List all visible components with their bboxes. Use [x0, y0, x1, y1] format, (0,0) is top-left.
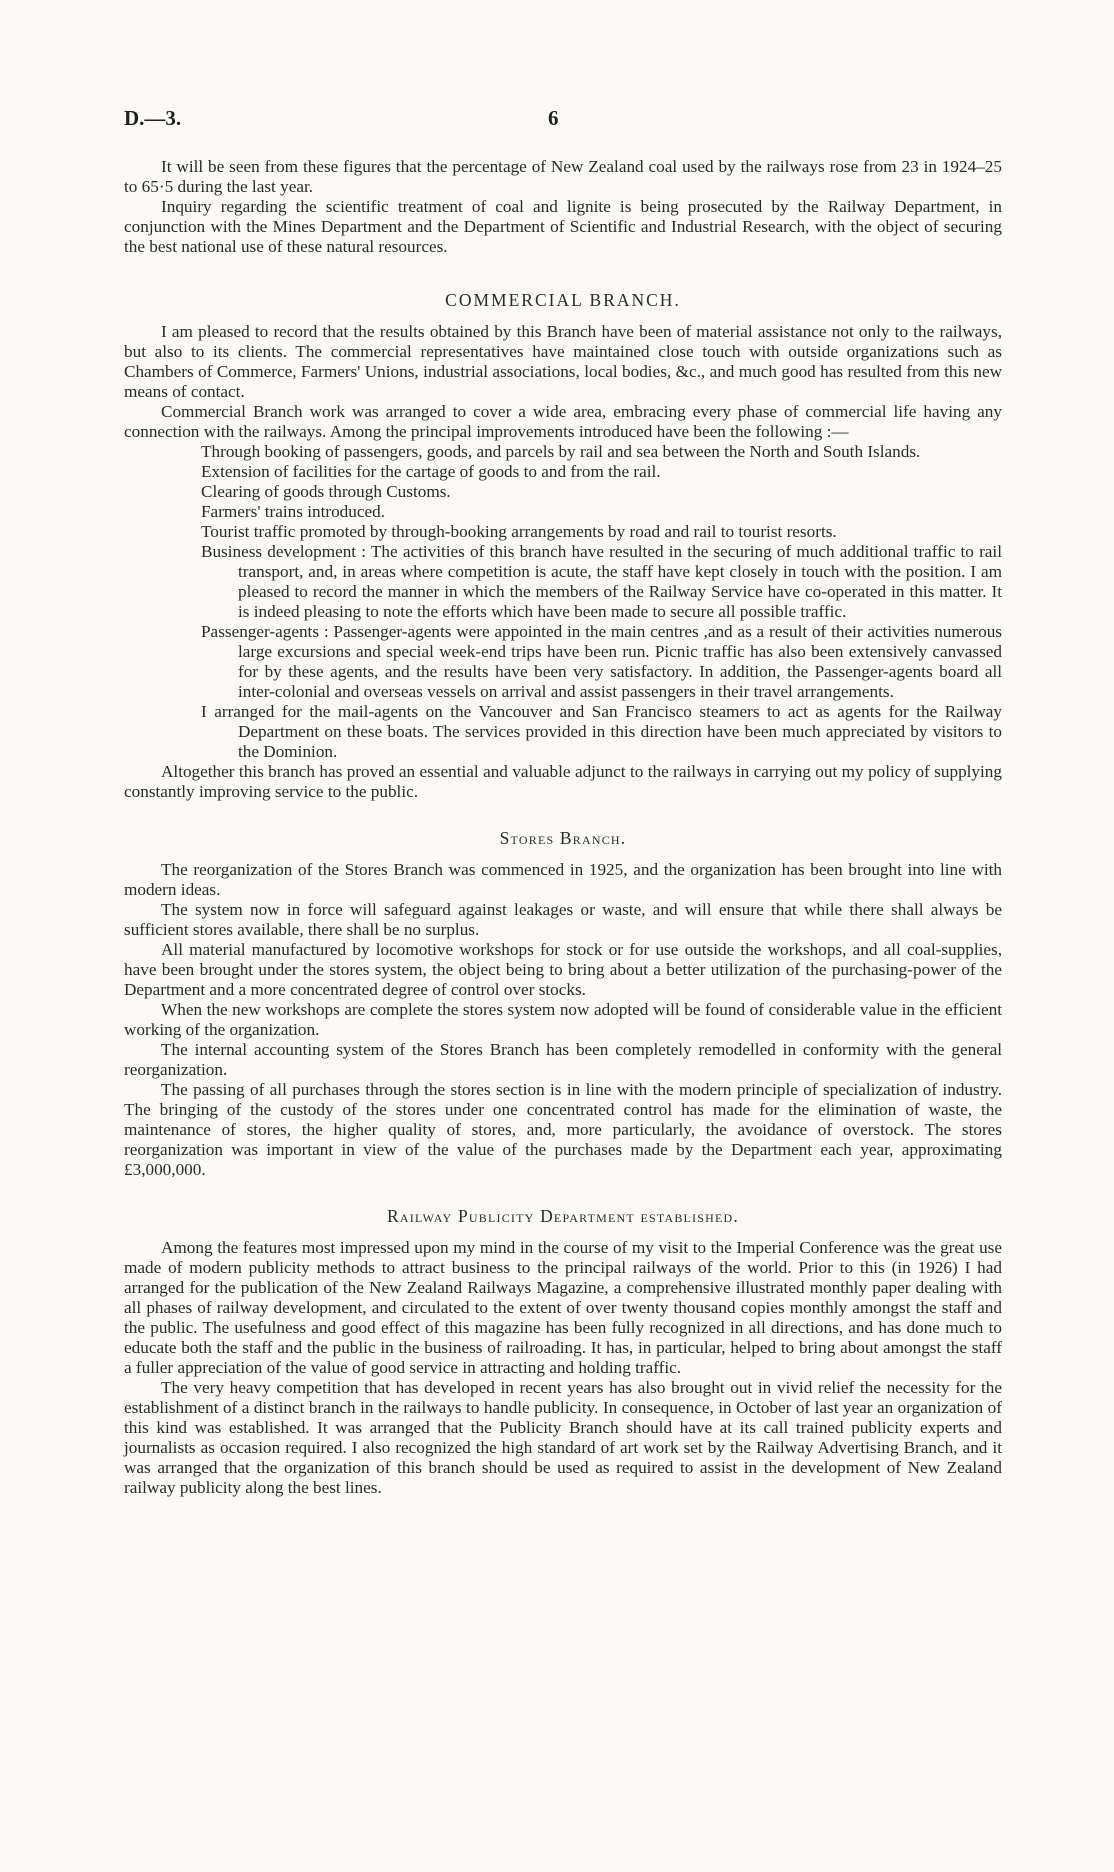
page-number: 6: [548, 106, 559, 130]
stores-branch-section: [124, 828, 1002, 1180]
paragraph: When the new workshops are complete the stores system now adopted will be found of considerable value in the efficient working of the organization.: [124, 1000, 1002, 1039]
paragraph: Altogether this branch has proved an essential and valuable adjunct to the railways in carrying out my policy of supplying constantly improving service to the public.: [124, 762, 1002, 801]
paragraph: Inquiry regarding the scientific treatment of coal and lignite is being prosecuted by the Railway Department, in conjunction with the Mines Department and the Department of Scientific and Industrial Research, with the object of securing the best national use of these natural resources.: [124, 197, 1002, 256]
paragraph: I am pleased to record that the results obtained by this Branch have been of material assistance not only to the railways, but also to its clients. The commercial representatives have maintained close touch with outside organizations such as Chambers of Commerce, Farmers' Unions, industrial associations, local bodies, &c., and much good has resulted from this new means of contact.: [124, 322, 1002, 401]
commercial-branch-section: [124, 290, 1002, 802]
paragraph: Among the features most impressed upon my mind in the course of my visit to the Imperial Conference was the great use made of modern publicity methods to attract business to the principal railways of the world. Prior to this (in 1926) I had arranged for the publication of the New Zealand Railways Magazine, a comprehensive illustrated monthly paper dealing with all phases of railway development, and circulated to the extent of over twenty thousand copies monthly amongst the staff and the public. The usefulness and good effect of this magazine has been fully recognized in all directions, and has done much to educate both the staff and the public in the business of railroading. It has, in particular, helped to bring about amongst the staff a fuller appreciation of the value of good service in attracting and holding traffic.: [124, 1238, 1002, 1377]
intro-section: [124, 157, 1002, 257]
section-heading: Railway Publicity Department established.: [387, 1206, 739, 1226]
list-item: Clearing of goods through Customs.: [201, 482, 451, 501]
paragraph: The system now in force will safeguard against leakages or waste, and will ensure that while there shall always be sufficient stores available, there shall be no surplus.: [124, 900, 1002, 939]
improvements-list: [124, 442, 1002, 762]
paragraph: All material manufactured by locomotive workshops for stock or for use outside the workshops, and all coal-supplies, have been brought under the stores system, the object being to bring about a better utilization of the purchasing-power of the Department and a more concentrated degree of control over stocks.: [124, 940, 1002, 999]
paragraph: Commercial Branch work was arranged to cover a wide area, embracing every phase of commercial life having any connection with the railways. Among the principal improvements introduced have been the following :—: [124, 402, 1002, 441]
document-body: [124, 157, 1002, 1498]
list-item: Through booking of passengers, goods, and parcels by rail and sea between the North and South Islands.: [201, 442, 921, 461]
list-item: Tourist traffic promoted by through-booking arrangements by road and rail to tourist resorts.: [201, 522, 837, 541]
paragraph: The passing of all purchases through the stores section is in line with the modern principle of specialization of industry. The bringing of the custody of the stores under one concentrated control has made for the elimination of waste, the maintenance of stores, the higher quality of stores, and, more particularly, the avoidance of overstock. The stores reorganization was important in view of the value of the purchases made by the Department each year, approximating £3,000,000.: [124, 1080, 1002, 1179]
paragraph: The reorganization of the Stores Branch was commenced in 1925, and the organization has been brought into line with modern ideas.: [124, 860, 1002, 899]
list-item: Extension of facilities for the cartage of goods to and from the rail.: [201, 462, 661, 481]
list-item: Business development : The activities of this branch have resulted in the securing of much additional traffic to rail transport, and, in areas where competition is acute, the staff have kept closely in touch with the position. I am pleased to record the manner in which the members of the Railway Service have co-operated in this matter. It is indeed pleasing to note the efforts which have been made to secure all possible traffic.: [201, 542, 1002, 621]
document-reference: D.—3.: [124, 106, 182, 130]
list-item: Passenger-agents : Passenger-agents were appointed in the main centres ,and as a result of their activities numerous large excursions and special week-end trips have been run. Picnic traffic has also been extensively canvassed for by these agents, and the results have been very satisfactory. In addition, the Passenger-agents board all inter-colonial and overseas vessels on arrival and assist passengers in their travel arrangements.: [201, 622, 1002, 701]
section-heading: Stores Branch.: [499, 828, 627, 848]
list-item: Farmers' trains introduced.: [201, 502, 385, 521]
publicity-department-section: [124, 1206, 1002, 1498]
paragraph: It will be seen from these figures that the percentage of New Zealand coal used by the railways rose from 23 in 1924–25 to 65·5 during the last year.: [124, 157, 1002, 196]
paragraph: The internal accounting system of the Stores Branch has been completely remodelled in conformity with the general reorganization.: [124, 1040, 1002, 1079]
list-item: I arranged for the mail-agents on the Vancouver and San Francisco steamers to act as agents for the Railway Department on these boats. The services provided in this direction have been much appreciated by visitors to the Dominion.: [201, 702, 1002, 761]
paragraph: The very heavy competition that has developed in recent years has also brought out in vivid relief the necessity for the establishment of a distinct branch in the railways to handle publicity. In consequence, in October of last year an organization of this kind was established. It was arranged that the Publicity Branch should have at its call trained publicity experts and journalists as occasion required. I also recognized the high standard of art work set by the Railway Advertising Branch, and it was arranged that the organization of this branch should be used as required to assist in the development of New Zealand railway publicity along the best lines.: [124, 1378, 1002, 1497]
section-heading: COMMERCIAL BRANCH.: [445, 290, 681, 310]
